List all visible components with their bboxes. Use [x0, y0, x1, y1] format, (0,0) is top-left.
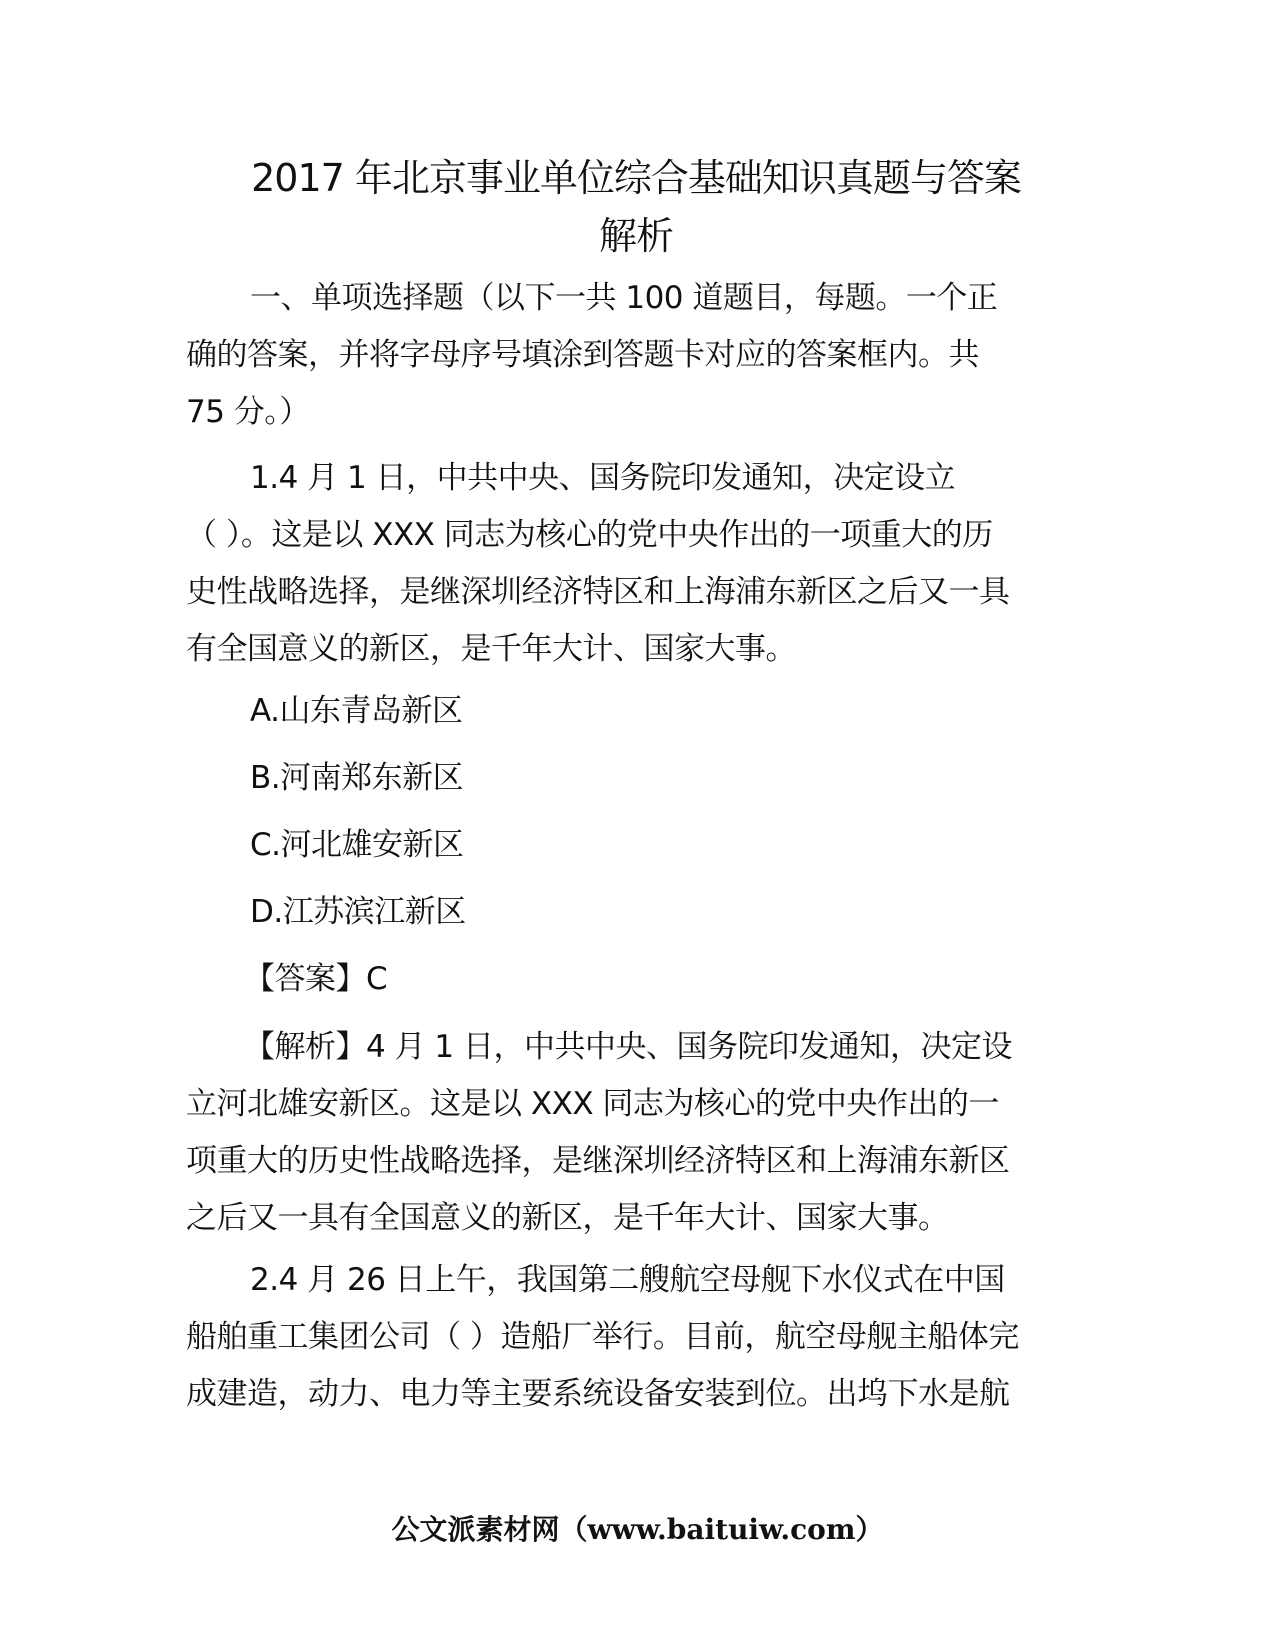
option-c: C.河北雄安新区 — [250, 827, 464, 863]
text-line: 一、单项选择题（以下一共 100 道题目，每题。一个正 — [250, 280, 998, 316]
text-line: 【解析】4 月 1 日，中共中央、国务院印发通知，决定设 — [244, 1029, 1013, 1065]
document-title-continued: 解析 — [598, 214, 673, 258]
text-line: 1.4 月 1 日，中共中央、国务院印发通知，决定设立 — [250, 460, 956, 496]
text-line: 项重大的历史性战略选择，是继深圳经济特区和上海浦东新区 — [186, 1143, 1010, 1179]
text-line: 之后又一具有全国意义的新区，是千年大计、国家大事。 — [186, 1200, 949, 1236]
text-line: 成建造，动力、电力等主要系统设备安装到位。出坞下水是航 — [186, 1376, 1010, 1412]
document-page — [186, 0, 1086, 1650]
text-line: 船舶重工集团公司（ ）造船厂举行。目前，航空母舰主船体完 — [186, 1319, 1019, 1355]
text-line: 75 分。） — [186, 394, 310, 430]
text-line: 史性战略选择，是继深圳经济特区和上海浦东新区之后又一具 — [186, 574, 1010, 610]
text-line: 立河北雄安新区。这是以 XXX 同志为核心的党中央作出的一 — [186, 1086, 999, 1122]
section-instructions — [186, 270, 1086, 441]
option-d: D.江苏滨江新区 — [250, 894, 466, 930]
page-footer-watermark: 公文派素材网（www.baituiw.com） — [391, 1513, 884, 1546]
question-1-stem — [186, 450, 1086, 678]
option-a: A.山东青岛新区 — [250, 693, 463, 729]
text-line: 有全国意义的新区，是千年大计、国家大事。 — [186, 631, 796, 667]
document-title: 2017 年北京事业单位综合基础知识真题与答案 — [251, 156, 1021, 200]
text-line: 2.4 月 26 日上午，我国第二艘航空母舰下水仪式在中国 — [250, 1262, 1005, 1298]
text-line: （ ）。这是以 XXX 同志为核心的党中央作出的一项重大的历 — [186, 517, 993, 553]
question-2-stem — [186, 1252, 1086, 1423]
answer-label: 【答案】C — [244, 961, 388, 997]
question-1-analysis — [186, 1019, 1086, 1247]
text-line: 确的答案，并将字母序号填涂到答题卡对应的答案框内。共 — [186, 337, 979, 373]
option-b: B.河南郑东新区 — [250, 760, 464, 796]
